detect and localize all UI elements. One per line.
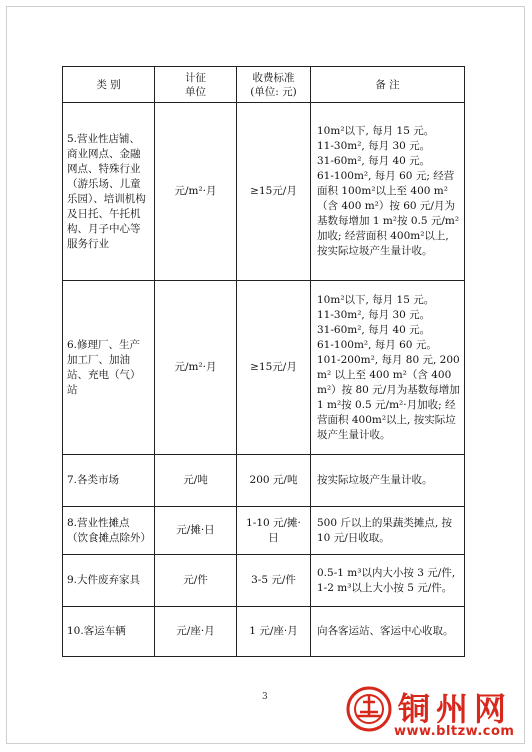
remark-line: 11-30m², 每月 30 元。 <box>317 140 431 152</box>
category-cell: 6.修理厂、生产加工厂、加油站、充电（气）站 <box>63 281 155 455</box>
remark-line: 101-200m², 每月 80 元, 200m² 以上至 400 m²（含 400 m²）按 80 元/月为基数每增加 1 m²按 0.5 元/m²·月加收; 经营面积 400m²以上, 按实际垃圾产生量计收。 <box>317 353 460 441</box>
remark-line: 向各客运站、客运中心收取。 <box>317 625 454 637</box>
category-cell: 8.营业性摊点（饮食摊点除外） <box>63 507 155 555</box>
remark-line: 11-30m², 每月 30 元。 <box>317 308 431 321</box>
remark-line: 31-60m², 每月 40 元。 <box>317 155 431 167</box>
unit-cell: 元/m²·月 <box>155 103 237 281</box>
remark-line: 500 斤以上的果蔬类摊点, 按 10 元/日收取。 <box>317 516 453 544</box>
header-standard: 收费标准 (单位: 元) <box>237 67 311 103</box>
unit-cell: 元/座·月 <box>155 607 237 657</box>
category-cell: 9.大件废弃家具 <box>63 555 155 607</box>
table-row <box>63 555 465 607</box>
unit-cell: 元/m²·月 <box>155 281 237 455</box>
fee-table <box>62 66 465 657</box>
watermark-title: 铜州网 <box>398 690 513 728</box>
remark-line: 0.5-1 m³以内大小按 3 元/件, 1-2 m³以上大小按 5 元/件。 <box>317 566 456 594</box>
standard-cell: 3-5 元/件 <box>237 555 311 607</box>
table-row <box>63 507 465 555</box>
table-row <box>63 455 465 507</box>
remark-line: 31-60m², 每月 40 元。 <box>317 323 431 336</box>
remark-cell <box>311 103 465 281</box>
remark-cell <box>311 507 465 555</box>
unit-cell: 元/件 <box>155 555 237 607</box>
remark-line: 10m²以下, 每月 15 元。 <box>317 125 435 137</box>
remark-line: 10m²以下, 每月 15 元。 <box>317 293 435 306</box>
remark-cell <box>311 281 465 455</box>
header-category: 类 别 <box>63 67 155 103</box>
remark-line: 61-100m², 每月 60 元; 经营面积 100m²以上至 400 m²（含 400 m²）按 60 元/月为基数每增加 1 m²按 0.5 元/m²加收; 经营面积 400m²以上, 按实际垃圾产生量计收。 <box>317 170 460 257</box>
unit-cell: 元/摊·日 <box>155 507 237 555</box>
unit-cell: 元/吨 <box>155 455 237 507</box>
header-unit: 计征 单位 <box>155 67 237 103</box>
table-row <box>63 607 465 657</box>
remark-cell <box>311 555 465 607</box>
category-cell: 10.客运车辆 <box>63 607 155 657</box>
category-cell: 5.营业性店铺、商业网点、金融网点、特殊行业（游乐场、儿童乐园）、培训机构及日托、午托机构、月子中心等服务行业 <box>63 103 155 281</box>
remark-cell <box>311 607 465 657</box>
standard-cell: 1-10 元/摊·日 <box>237 507 311 555</box>
watermark-url: www.bltzw.com <box>394 724 515 739</box>
table-header-row <box>63 67 465 103</box>
table-row <box>63 281 465 455</box>
standard-cell: ≥15元/月 <box>237 103 311 281</box>
site-watermark <box>340 682 520 744</box>
table-row <box>63 103 465 281</box>
standard-cell: 200 元/吨 <box>237 455 311 507</box>
remark-cell <box>311 455 465 507</box>
remark-line: 按实际垃圾产生量计收。 <box>317 474 433 486</box>
page-number: 3 <box>262 692 268 702</box>
remark-line: 61-100m², 每月 60 元。 <box>317 338 437 351</box>
standard-cell: 1 元/座·月 <box>237 607 311 657</box>
header-remark: 备 注 <box>311 67 465 103</box>
site-logo-icon <box>346 686 392 732</box>
standard-cell: ≥15元/月 <box>237 281 311 455</box>
category-cell: 7.各类市场 <box>63 455 155 507</box>
